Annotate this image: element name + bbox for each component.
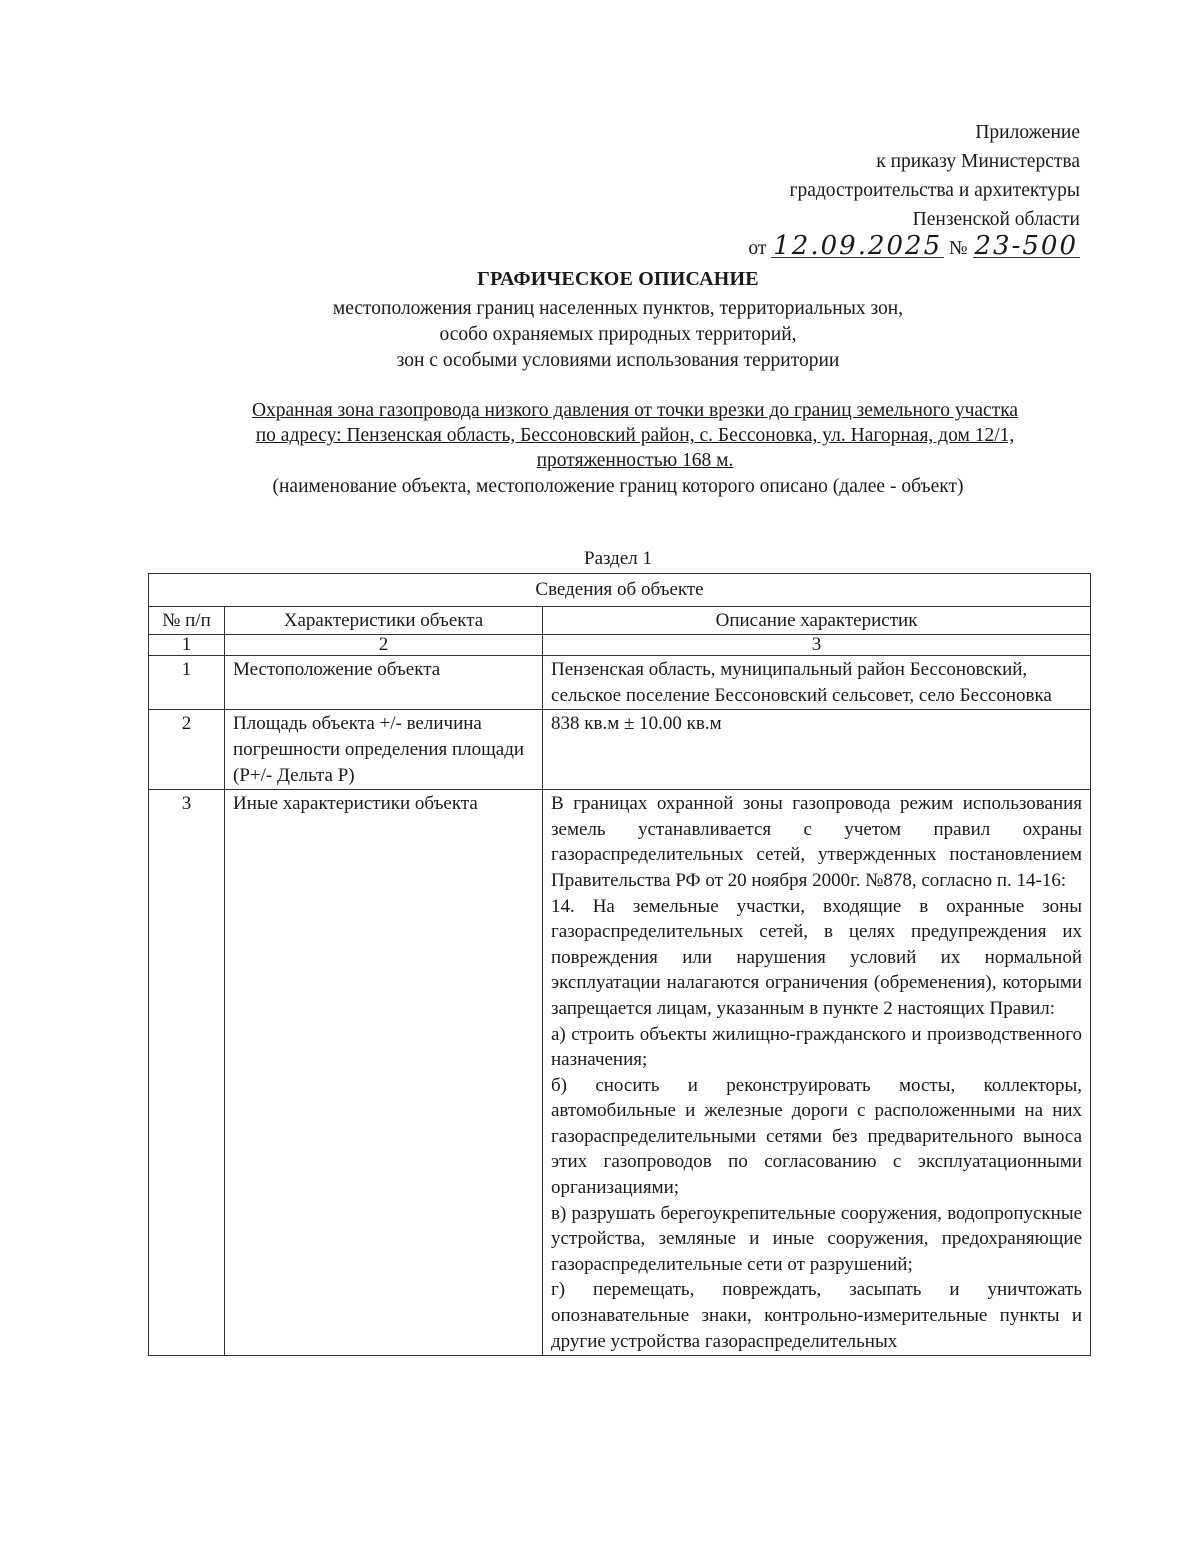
row-description: Пензенская область, муниципальный район Бессоновский, сельское поселение Бессоновский сельсовет, село Бессоновка xyxy=(543,656,1091,710)
subtitle-line-1: местоположения границ населенных пунктов, территориальных зон, xyxy=(332,298,904,319)
table-caption: Сведения об объекте xyxy=(149,574,1091,607)
row-name: Площадь объекта +/- величина погрешности определения площади (Р+/- Дельта Р) xyxy=(225,710,543,790)
subtitle-line-3: зон с особыми условиями использования территории xyxy=(396,350,840,371)
handwritten-date: 12.09.2025 xyxy=(773,231,943,261)
row-number: 2 xyxy=(149,710,225,790)
header-description: Описание характеристик xyxy=(543,606,1091,635)
table-row xyxy=(149,790,1091,1356)
description-paragraph: а) строить объекты жилищно-гражданского и производственного назначения; xyxy=(551,1023,1083,1071)
description-paragraph: В границах охранной зоны газопровода режим использования земель устанавливается с учетом правил охраны газораспределительных сетей, утвержденных постановлением Правительства РФ от 20 ноября 2000г. №878, согласно п. 14-16: xyxy=(551,793,1083,891)
row-name: Местоположение объекта xyxy=(225,656,543,710)
row-description xyxy=(543,790,1091,1356)
row-name: Иные характеристики объекта xyxy=(225,790,543,1356)
section-label: Раздел 1 xyxy=(584,548,652,569)
row-description: 838 кв.м ± 10.00 кв.м xyxy=(543,710,1091,790)
document-title: ГРАФИЧЕСКОЕ ОПИСАНИЕ xyxy=(477,268,759,290)
object-name-line-2: по адресу: Пензенская область, Бессоновский район, с. Бессоновка, ул. Нагорная, дом 12/1, xyxy=(255,425,1015,446)
appendix-line-2: к приказу Министерства xyxy=(876,151,1080,172)
appendix-line-4: Пензенской области xyxy=(912,209,1080,230)
handwritten-number: 23-500 xyxy=(974,231,1078,261)
number-prefix: № xyxy=(949,238,968,259)
appendix-header xyxy=(748,118,1080,263)
table-column-number-row xyxy=(149,635,1091,656)
document-subtitle xyxy=(0,296,1200,374)
row-number: 1 xyxy=(149,656,225,710)
object-info-table xyxy=(148,573,1091,1356)
header-number: № п/п xyxy=(149,606,225,635)
object-name xyxy=(0,398,1200,473)
order-date-line xyxy=(748,231,1080,263)
column-number-3: 3 xyxy=(543,635,1091,656)
date-prefix: от xyxy=(748,238,767,259)
description-paragraph: 14. На земельные участки, входящие в охранные зоны газораспределительных сетей, в целях предупреждения их повреждения или нарушения условий их нормальной эксплуатации налагаются ограничения (обременения), которыми запрещается лицам, указанным в пункте 2 настоящих Правил: xyxy=(551,895,1083,1019)
appendix-line-3: градостроительства и архитектуры xyxy=(789,180,1080,201)
row-number: 3 xyxy=(149,790,225,1356)
header-characteristics: Характеристики объекта xyxy=(225,606,543,635)
description-paragraph: в) разрушать берегоукрепительные сооружения, водопропускные устройства, земляные и иные сооружения, предохраняющие газораспределительные сети от разрушений; xyxy=(551,1202,1083,1275)
appendix-line-1: Приложение xyxy=(975,122,1080,143)
object-name-line-1: Охранная зона газопровода низкого давления от точки врезки до границ земельного участка xyxy=(251,400,1019,421)
column-number-1: 1 xyxy=(149,635,225,656)
column-number-2: 2 xyxy=(225,635,543,656)
description-paragraph: б) сносить и реконструировать мосты, коллекторы, автомобильные и железные дороги с расположенными на них газораспределительными сетями без предварительного выноса этих газопроводов по согласованию с эксплуатационными организациями; xyxy=(551,1074,1083,1199)
table-caption-row xyxy=(149,574,1091,607)
description-paragraph: г) перемещать, повреждать, засыпать и уничтожать опознавательные знаки, контрольно-измерительные пункты и другие устройства газораспределительных xyxy=(551,1279,1083,1352)
object-caption: (наименование объекта, местоположение границ которого описано (далее - объект) xyxy=(272,476,964,497)
subtitle-line-2: особо охраняемых природных территорий, xyxy=(439,324,797,345)
table-row xyxy=(149,710,1091,790)
table-header-row xyxy=(149,606,1091,635)
object-name-line-3: протяженностью 168 м. xyxy=(536,450,734,471)
table-row xyxy=(149,656,1091,710)
